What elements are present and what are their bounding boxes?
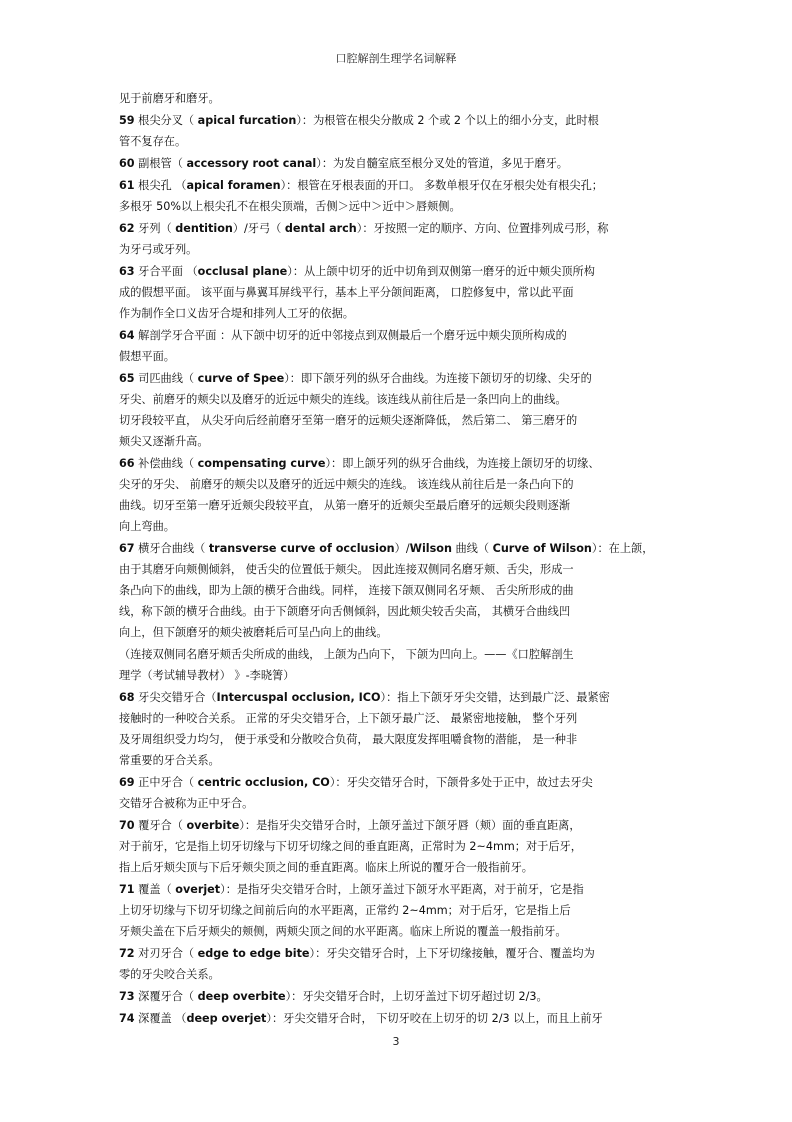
text-line: 假想平面。 xyxy=(119,350,175,363)
entry-paragraph xyxy=(119,175,667,217)
text-line: 64 解剖学牙合平面 ：从下颌中切牙的近中邻接点到双侧最后一个磨牙远中颊尖顶所构成的 xyxy=(119,329,567,342)
text-line: 常重要的牙合关系。 xyxy=(119,754,220,767)
text-line: 接触时的一种咬合关系。 正常的牙尖交错牙合，上下颌牙最广泛、 最紧密地接触， 整个牙列 xyxy=(119,712,578,725)
text-line: 62 牙列（ dentition）/牙弓（ dental arch）：牙按照一定的顺序、方向、位置排列成弓形，称 xyxy=(119,222,609,235)
entry-paragraph xyxy=(119,943,667,985)
text-line: 60 副根管（ accessory root canal）：为发自髓室底至根分叉处的管道，多见于磨牙。 xyxy=(119,157,568,170)
text-line: 交错牙合被称为正中牙合。 xyxy=(119,797,254,810)
text-line: 见于前磨牙和磨牙。 xyxy=(119,92,220,105)
entry-paragraph xyxy=(119,815,667,878)
entry-paragraph xyxy=(119,218,667,260)
text-line: 68 牙尖交错牙合（Intercuspal occlusion, ICO）：指上下颌牙牙尖交错，达到最广泛、最紧密 xyxy=(119,691,610,704)
entry-paragraph xyxy=(119,261,667,324)
text-line: 72 对刃牙合（ edge to edge bite）：牙尖交错牙合时，上下牙切缘接触，覆牙合、覆盖均为 xyxy=(119,947,595,960)
text-line: 61 根尖孔 （apical foramen）：根管在牙根表面的开口。 多数单根牙仅在牙根尖处有根尖孔； xyxy=(119,179,603,192)
page-number: 3 xyxy=(392,1035,400,1048)
text-line: 牙颊尖盖在下后牙颊尖的颊侧，两颊尖顶之间的水平距离。临床上所说的覆盖一般指前牙。 xyxy=(119,925,567,938)
text-line: 74 深覆盖 （deep overjet）：牙尖交错牙合时， 下切牙咬在上切牙的切 2/3 以上，而且上前牙 xyxy=(119,1012,603,1025)
entry-paragraph xyxy=(119,325,667,367)
page-header: 口腔解剖生理学名词解释 xyxy=(335,52,457,65)
text-line: 曲线。切牙至第一磨牙近颊尖段较平直， 从第一磨牙的近颊尖至最后磨牙的远颊尖段则逐渐 xyxy=(119,499,571,512)
text-line: 为牙弓或牙列。 xyxy=(119,243,198,256)
text-line: 71 覆盖（ overjet）：是指牙尖交错牙合时，上颌牙盖过下颌牙水平距离，对于前牙，它是指 xyxy=(119,883,584,896)
text-line: 多根牙 50%以上根尖孔不在根尖顶端，舌侧＞远中＞近中＞唇颊侧。 xyxy=(119,200,461,213)
text-line: 线，称下颌的横牙合曲线。由于下颌磨牙向舌侧倾斜，因此颊尖较舌尖高， 其横牙合曲线凹 xyxy=(119,605,571,618)
text-line: 牙尖、前磨牙的颊尖以及磨牙的近远中颊尖的连线。该连线从前往后是一条凹向上的曲线。 xyxy=(119,393,567,406)
entry-paragraph xyxy=(119,368,667,452)
text-line: 理学（考试辅导教材） 》-李晓箐） xyxy=(119,669,295,682)
text-line: 颊尖又逐渐升高。 xyxy=(119,435,209,448)
text-line: 66 补偿曲线（ compensating curve）：即上颌牙列的纵牙合曲线，为连接上颌切牙的切缘、 xyxy=(119,457,600,470)
entry-paragraph xyxy=(119,538,667,643)
document-body xyxy=(119,88,667,1029)
text-line: 及牙周组织受力均匀， 便于承受和分散咬合负荷， 最大限度发挥咀嚼食物的潜能， 是一种非 xyxy=(119,733,578,746)
text-line: 73 深覆牙合（ deep overbite）：牙尖交错牙合时，上切牙盖过下切牙超过切 2/3。 xyxy=(119,990,548,1003)
entry-paragraph xyxy=(119,687,667,771)
entry-paragraph xyxy=(119,644,667,686)
text-line: 条凸向下的曲线，即为上颌的横牙合曲线。同样， 连接下颌双侧同名牙颊、 舌尖所形成的曲 xyxy=(119,584,574,597)
text-line: 零的牙尖咬合关系。 xyxy=(119,968,220,981)
text-line: 由于其磨牙向颊侧倾斜， 使舌尖的位置低于颊尖。 因此连接双侧同名磨牙颊、舌尖，形成一 xyxy=(119,563,574,576)
entry-paragraph xyxy=(119,153,667,174)
entry-paragraph xyxy=(119,986,667,1007)
text-line: 向上，但下颌磨牙的颊尖被磨耗后可呈凸向上的曲线。 xyxy=(119,626,388,639)
text-line: 59 根尖分叉（ apical furcation）：为根管在根尖分散成 2 个或 2 个以上的细小分支，此时根 xyxy=(119,114,599,127)
text-line: 作为制作全口义齿牙合堤和排列人工牙的依据。 xyxy=(119,307,354,320)
entry-paragraph xyxy=(119,879,667,942)
text-line: 上切牙切缘与下切牙切缘之间前后向的水平距离，正常约 2~4mm；对于后牙，它是指上后 xyxy=(119,904,571,917)
text-line: 成的假想平面。 该平面与鼻翼耳屏线平行，基本上平分颌间距离， 口腔修复中，常以此平面 xyxy=(119,286,574,299)
text-line: 65 司匹曲线（ curve of Spee）：即下颌牙列的纵牙合曲线。为连接下颌切牙的切缘、尖牙的 xyxy=(119,372,592,385)
text-line: 向上弯曲。 xyxy=(119,520,175,533)
text-line: （连接双侧同名磨牙颊舌尖所成的曲线， 上颌为凸向下， 下颌为凹向上。——《口腔解剖生 xyxy=(119,648,574,661)
entry-paragraph xyxy=(119,110,667,152)
entry-paragraph xyxy=(119,453,667,537)
text-line: 管不复存在。 xyxy=(119,135,187,148)
text-line: 切牙段较平直， 从尖牙向后经前磨牙至第一磨牙的远颊尖逐渐降低， 然后第二、 第三磨牙的 xyxy=(119,414,578,427)
text-line: 69 正中牙合（ centric occlusion, CO）：牙尖交错牙合时，下颌骨多处于正中，故过去牙尖 xyxy=(119,776,593,789)
entry-paragraph xyxy=(119,772,667,814)
text-line: 指上后牙颊尖顶与下后牙颊尖顶之间的垂直距离。临床上所说的覆牙合一般指前牙。 xyxy=(119,861,533,874)
text-line: 63 牙合平面 （occlusal plane）：从上颌中切牙的近中切角到双侧第一磨牙的近中颊尖顶所构 xyxy=(119,265,595,278)
text-line: 70 覆牙合（ overbite）：是指牙尖交错牙合时，上颌牙盖过下颌牙唇（颊）面的垂直距离， xyxy=(119,819,581,832)
entry-paragraph xyxy=(119,1008,667,1029)
text-line: 67 横牙合曲线（ transverse curve of occlusion）/Wilson 曲线（ Curve of Wilson）：在上颌， xyxy=(119,542,654,555)
text-line: 对于前牙，它是指上切牙切缘与下切牙切缘之间的垂直距离，正常时为 2~4mm；对于后牙， xyxy=(119,840,582,853)
entry-paragraph xyxy=(119,88,667,109)
text-line: 尖牙的牙尖、 前磨牙的颊尖以及磨牙的近远中颊尖的连线。 该连线从前往后是一条凸向下的 xyxy=(119,478,574,491)
